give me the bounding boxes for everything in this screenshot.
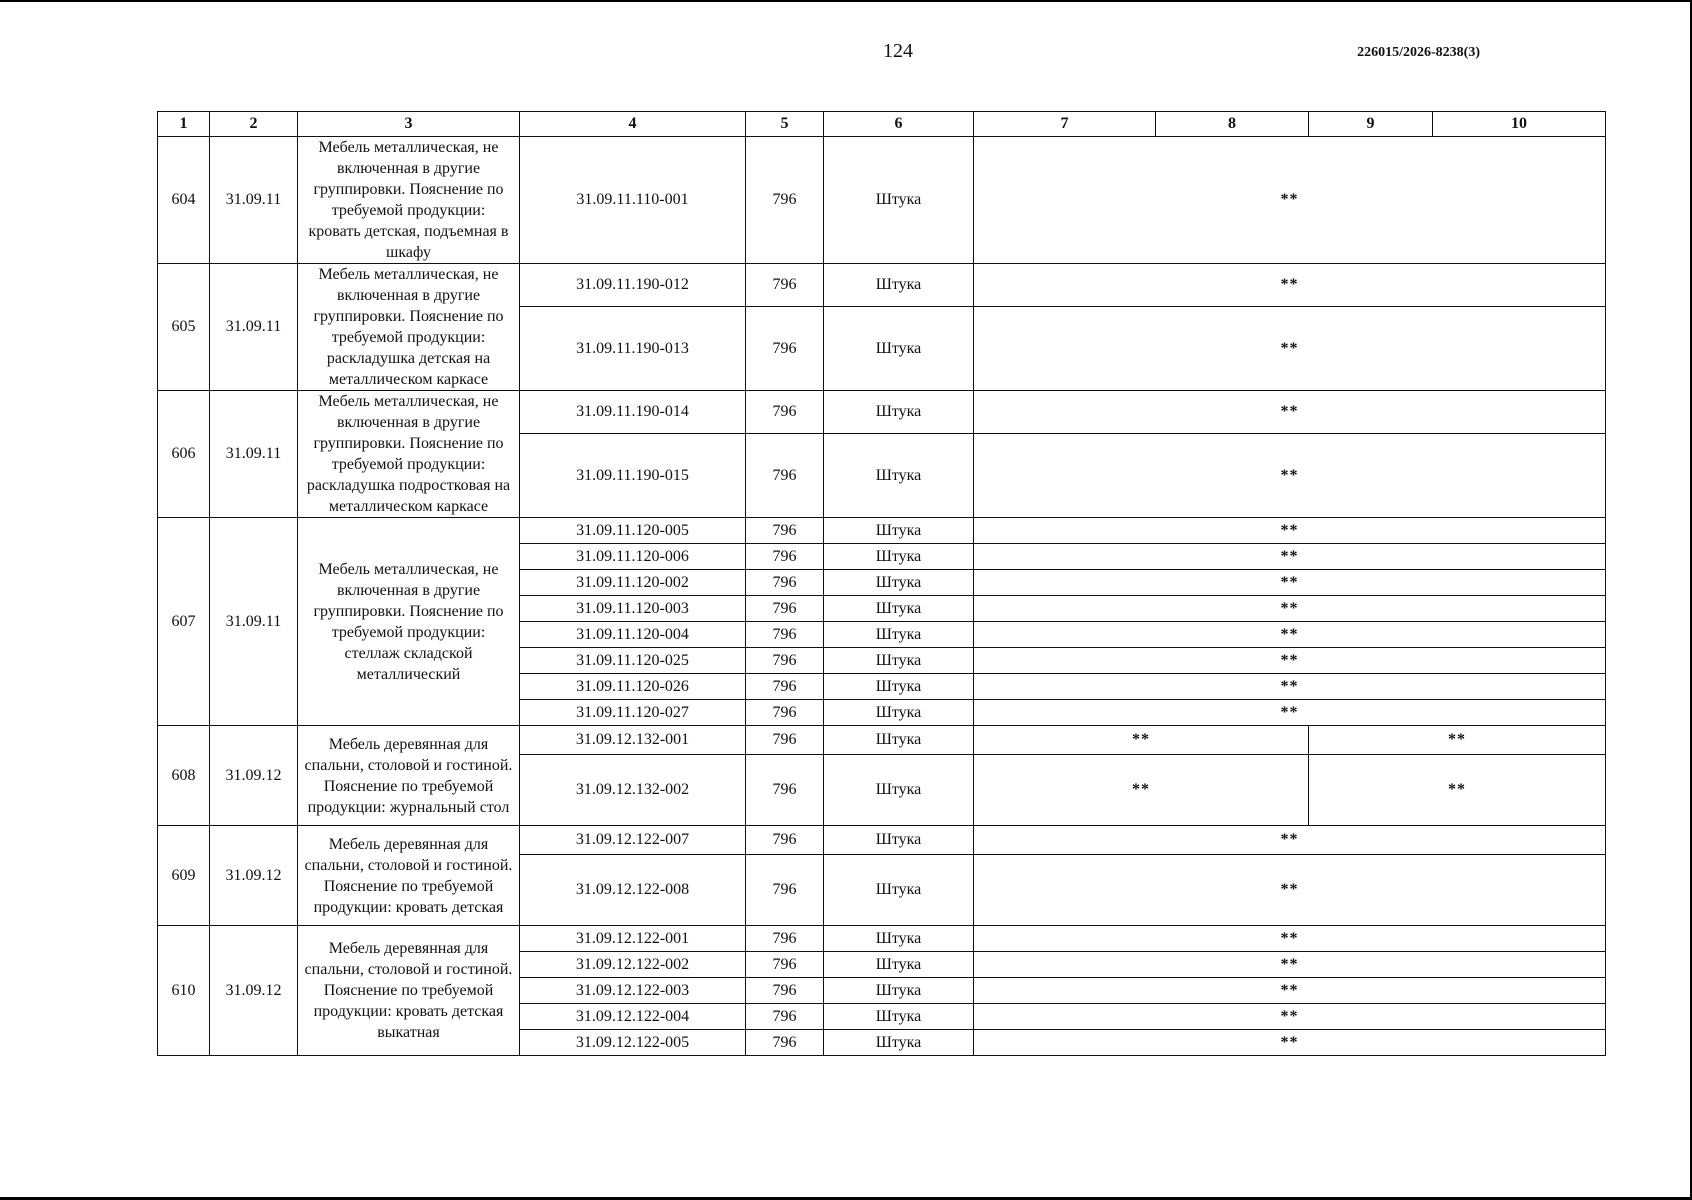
unit-code: 796 [746, 926, 824, 952]
unit-code: 796 [746, 544, 824, 570]
requirement-value: ** [974, 518, 1606, 544]
ktru-code: 31.09.11.120-026 [520, 674, 746, 700]
table-row [158, 518, 1606, 544]
unit-name: Штука [824, 518, 974, 544]
ktru-code: 31.09.12.122-002 [520, 952, 746, 978]
unit-code: 796 [746, 1004, 824, 1030]
unit-code: 796 [746, 622, 824, 648]
product-name: Мебель металлическая, не включенная в другие группировки. Пояснение по требуемой продукции: стеллаж складской металлический [298, 518, 520, 726]
requirement-value: ** [974, 622, 1606, 648]
unit-name: Штука [824, 926, 974, 952]
document-id: 226015/2026-8238(3) [1357, 45, 1480, 60]
product-name: Мебель металлическая, не включенная в другие группировки. Пояснение по требуемой продукции: раскладушка подростковая на металлическом каркасе [298, 391, 520, 518]
ktru-code: 31.09.11.120-005 [520, 518, 746, 544]
requirement-value: ** [974, 755, 1309, 826]
requirement-value: ** [974, 674, 1606, 700]
unit-name: Штука [824, 622, 974, 648]
unit-name: Штука [824, 1004, 974, 1030]
requirement-value: ** [974, 726, 1309, 755]
product-name: Мебель деревянная для спальни, столовой и гостиной. Пояснение по требуемой продукции: журнальный стол [298, 726, 520, 826]
requirement-value: ** [974, 978, 1606, 1004]
col-header-3: 3 [298, 112, 520, 137]
ktru-code: 31.09.12.122-004 [520, 1004, 746, 1030]
requirement-value: ** [974, 700, 1606, 726]
unit-code: 796 [746, 700, 824, 726]
table-row [158, 264, 1606, 307]
product-table [157, 111, 1606, 1056]
unit-code: 796 [746, 674, 824, 700]
product-name: Мебель деревянная для спальни, столовой и гостиной. Пояснение по требуемой продукции: кровать детская [298, 826, 520, 926]
unit-name: Штука [824, 855, 974, 926]
requirement-value: ** [974, 596, 1606, 622]
ktru-code: 31.09.11.190-015 [520, 434, 746, 518]
unit-code: 796 [746, 978, 824, 1004]
unit-name: Штука [824, 648, 974, 674]
okpd-code: 31.09.12 [210, 826, 298, 926]
col-header-10: 10 [1433, 112, 1606, 137]
ktru-code: 31.09.11.120-027 [520, 700, 746, 726]
requirement-value: ** [1309, 755, 1606, 826]
ktru-code: 31.09.12.122-003 [520, 978, 746, 1004]
unit-name: Штука [824, 755, 974, 826]
okpd-code: 31.09.11 [210, 391, 298, 518]
ktru-code: 31.09.12.122-007 [520, 826, 746, 855]
product-name: Мебель металлическая, не включенная в другие группировки. Пояснение по требуемой продукции: кровать детская, подъемная в шкафу [298, 137, 520, 264]
unit-code: 796 [746, 518, 824, 544]
unit-code: 796 [746, 755, 824, 826]
requirement-value: ** [974, 307, 1606, 391]
okpd-code: 31.09.12 [210, 726, 298, 826]
unit-name: Штука [824, 264, 974, 307]
product-name: Мебель деревянная для спальни, столовой и гостиной. Пояснение по требуемой продукции: кровать детская выкатная [298, 926, 520, 1056]
requirement-value: ** [974, 570, 1606, 596]
col-header-6: 6 [824, 112, 974, 137]
row-number: 606 [158, 391, 210, 518]
requirement-value: ** [974, 855, 1606, 926]
page-number: 124 [883, 40, 913, 62]
okpd-code: 31.09.12 [210, 926, 298, 1056]
requirement-value: ** [974, 648, 1606, 674]
unit-name: Штука [824, 570, 974, 596]
requirement-value: ** [974, 434, 1606, 518]
ktru-code: 31.09.11.120-004 [520, 622, 746, 648]
requirement-value: ** [1309, 726, 1606, 755]
unit-code: 796 [746, 391, 824, 434]
ktru-code: 31.09.11.120-025 [520, 648, 746, 674]
unit-name: Штука [824, 674, 974, 700]
unit-code: 796 [746, 726, 824, 755]
unit-code: 796 [746, 855, 824, 926]
okpd-code: 31.09.11 [210, 518, 298, 726]
table-row [158, 726, 1606, 755]
ktru-code: 31.09.11.120-002 [520, 570, 746, 596]
product-name: Мебель металлическая, не включенная в другие группировки. Пояснение по требуемой продукции: раскладушка детская на металлическом каркасе [298, 264, 520, 391]
col-header-4: 4 [520, 112, 746, 137]
ktru-code: 31.09.12.132-001 [520, 726, 746, 755]
requirement-value: ** [974, 926, 1606, 952]
requirement-value: ** [974, 544, 1606, 570]
requirement-value: ** [974, 1030, 1606, 1056]
requirement-value: ** [974, 137, 1606, 264]
ktru-code: 31.09.12.132-002 [520, 755, 746, 826]
requirement-value: ** [974, 952, 1606, 978]
row-number: 605 [158, 264, 210, 391]
unit-code: 796 [746, 596, 824, 622]
table-row [158, 926, 1606, 952]
page-border-top [0, 0, 1692, 2]
col-header-7: 7 [974, 112, 1156, 137]
table-row [158, 137, 1606, 264]
ktru-code: 31.09.11.190-013 [520, 307, 746, 391]
unit-code: 796 [746, 1030, 824, 1056]
col-header-5: 5 [746, 112, 824, 137]
col-header-9: 9 [1309, 112, 1433, 137]
row-number: 610 [158, 926, 210, 1056]
ktru-code: 31.09.11.190-012 [520, 264, 746, 307]
unit-name: Штука [824, 826, 974, 855]
row-number: 609 [158, 826, 210, 926]
unit-code: 796 [746, 570, 824, 596]
unit-name: Штука [824, 952, 974, 978]
requirement-value: ** [974, 826, 1606, 855]
col-header-8: 8 [1156, 112, 1309, 137]
unit-name: Штука [824, 307, 974, 391]
unit-name: Штука [824, 596, 974, 622]
row-number: 608 [158, 726, 210, 826]
okpd-code: 31.09.11 [210, 137, 298, 264]
ktru-code: 31.09.12.122-005 [520, 1030, 746, 1056]
unit-code: 796 [746, 307, 824, 391]
unit-code: 796 [746, 952, 824, 978]
unit-name: Штука [824, 137, 974, 264]
unit-code: 796 [746, 434, 824, 518]
row-number: 604 [158, 137, 210, 264]
unit-code: 796 [746, 264, 824, 307]
unit-name: Штука [824, 544, 974, 570]
table-row [158, 826, 1606, 855]
unit-name: Штука [824, 700, 974, 726]
unit-code: 796 [746, 648, 824, 674]
ktru-code: 31.09.12.122-008 [520, 855, 746, 926]
requirement-value: ** [974, 391, 1606, 434]
requirement-value: ** [974, 1004, 1606, 1030]
unit-code: 796 [746, 137, 824, 264]
col-header-1: 1 [158, 112, 210, 137]
unit-name: Штука [824, 1030, 974, 1056]
ktru-code: 31.09.11.110-001 [520, 137, 746, 264]
ktru-code: 31.09.11.190-014 [520, 391, 746, 434]
ktru-code: 31.09.11.120-003 [520, 596, 746, 622]
unit-code: 796 [746, 826, 824, 855]
table-row [158, 391, 1606, 434]
ktru-code: 31.09.11.120-006 [520, 544, 746, 570]
col-header-2: 2 [210, 112, 298, 137]
row-number: 607 [158, 518, 210, 726]
table-header-row [158, 112, 1606, 137]
unit-name: Штука [824, 978, 974, 1004]
unit-name: Штука [824, 391, 974, 434]
unit-name: Штука [824, 434, 974, 518]
requirement-value: ** [974, 264, 1606, 307]
unit-name: Штука [824, 726, 974, 755]
okpd-code: 31.09.11 [210, 264, 298, 391]
ktru-code: 31.09.12.122-001 [520, 926, 746, 952]
